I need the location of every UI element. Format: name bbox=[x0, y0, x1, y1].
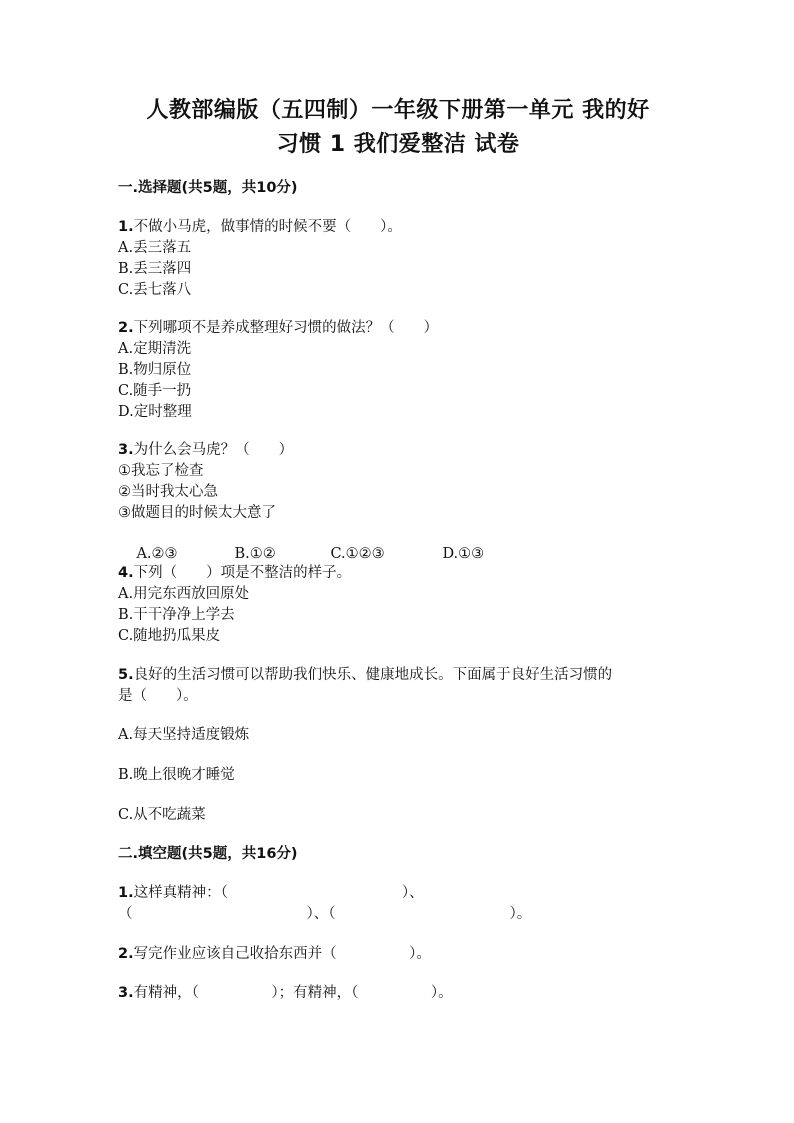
option-c: C.随手一扔 bbox=[118, 383, 192, 399]
exam-title-line-1: 人教部编版（五四制）一年级下册第一单元 我的好 bbox=[146, 98, 650, 123]
question-number: 2. bbox=[118, 320, 134, 336]
question-text: 为什么会马虎？（ ） bbox=[133, 442, 294, 458]
option-c: C.随地扔瓜果皮 bbox=[118, 628, 221, 644]
question-text: 不做小马虎，做事情的时候不要（ ）。 bbox=[133, 219, 402, 235]
question-number: 1. bbox=[118, 219, 134, 235]
option-b: B.物归原位 bbox=[118, 362, 192, 378]
question-5-stem-line-2: 是（ ）。 bbox=[118, 688, 198, 704]
question-text: 良好的生活习惯可以帮助我们快乐、健康地成长。下面属于良好生活习惯的 bbox=[133, 667, 613, 683]
statement-2: ②当时我太心急 bbox=[118, 484, 218, 500]
option-b: B.晚上很晚才睡觉 bbox=[118, 767, 235, 783]
section-heading-choice: 一.选择题(共5题，共10分) bbox=[118, 180, 298, 196]
statement-1: ①我忘了检查 bbox=[118, 463, 204, 479]
question-number: 4. bbox=[118, 565, 134, 581]
option-c: C.从不吃蔬菜 bbox=[118, 807, 206, 823]
option-a: A.用完东西放回原处 bbox=[118, 586, 250, 602]
option-c: C.①②③ bbox=[330, 546, 385, 562]
option-a: A.②③ bbox=[136, 546, 178, 562]
option-c: C.丢七落八 bbox=[118, 282, 192, 298]
question-3-stem bbox=[118, 440, 293, 460]
statement-3: ③做题目的时候太大意了 bbox=[118, 505, 276, 521]
exam-title-line-2: 习惯 1 我们爱整洁 试卷 bbox=[276, 132, 520, 157]
fill-question-3 bbox=[118, 983, 453, 1003]
question-5-stem-line-1 bbox=[118, 665, 612, 685]
question-4-stem bbox=[118, 563, 351, 583]
fill-question-1-line-2: （ ）、（ ）。 bbox=[118, 906, 532, 922]
section-heading-fill-in: 二.填空题(共5题，共16分) bbox=[118, 846, 298, 862]
question-text: 写完作业应该自己收拾东西并（ ）。 bbox=[133, 946, 431, 962]
question-text: 这样真精神：（ ）、 bbox=[133, 885, 424, 901]
option-a: A.丢三落五 bbox=[118, 240, 192, 256]
option-b: B.①② bbox=[234, 546, 276, 562]
fill-question-1-line-1 bbox=[118, 883, 424, 903]
question-number: 3. bbox=[118, 985, 134, 1001]
question-1-stem bbox=[118, 217, 402, 237]
question-2-stem bbox=[118, 318, 438, 338]
option-b: B.干干净净上学去 bbox=[118, 607, 235, 623]
question-number: 2. bbox=[118, 946, 134, 962]
option-d: D.①③ bbox=[442, 546, 485, 562]
option-d: D.定时整理 bbox=[118, 404, 192, 420]
option-a: A.每天坚持适度锻炼 bbox=[118, 727, 250, 743]
question-number: 3. bbox=[118, 442, 134, 458]
question-text: 有精神，（ ）；有精神，（ ）。 bbox=[133, 985, 453, 1001]
question-text: 下列（ ）项是不整洁的样子。 bbox=[133, 565, 352, 581]
question-text: 下列哪项不是养成整理好习惯的做法？（ ） bbox=[133, 320, 439, 336]
question-number: 1. bbox=[118, 885, 134, 901]
question-number: 5. bbox=[118, 667, 134, 683]
fill-question-2 bbox=[118, 944, 431, 964]
option-a: A.定期清洗 bbox=[118, 341, 192, 357]
option-b: B.丢三落四 bbox=[118, 261, 192, 277]
